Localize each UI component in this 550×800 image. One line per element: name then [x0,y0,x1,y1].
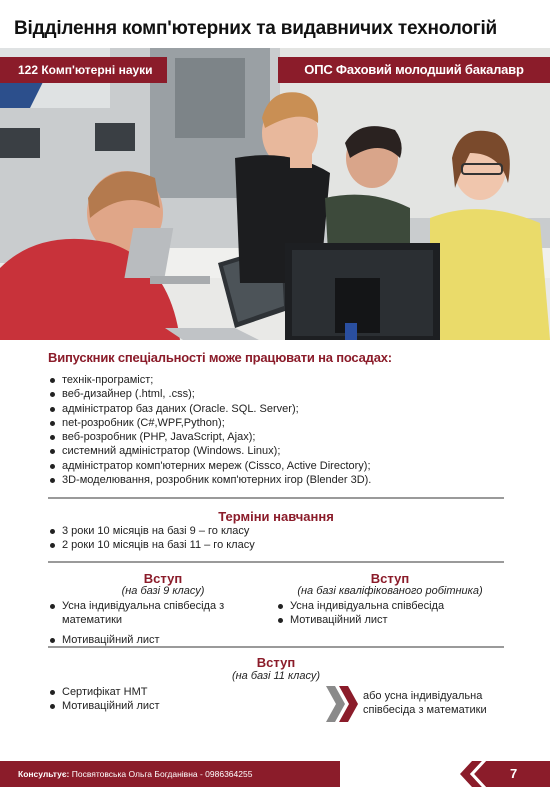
list-item: адміністратор баз даних (Oracle. SQL. Server); [48,402,371,416]
list-item: технік-програміст; [48,373,371,387]
footer-chevron-decoration [460,761,550,787]
list-item: Сертифікат НМТ [48,685,160,699]
list-item: веб-розробник (PHP, JavaScript, Ajax); [48,430,371,444]
terms-list [48,524,255,553]
specialty-tag: 122 Комп'ютерні науки [0,57,167,83]
footer-consultant [0,761,340,787]
positions-heading: Випускник спеціальності може працювати на посадах: [48,350,392,365]
terms-heading: Терміни навчання [218,509,334,524]
admission-9-subheading: (на базі 9 класу) [121,585,205,597]
list-item: 3D-моделювання, розробник комп'ютерних ігор (Blender 3D). [48,473,371,487]
list-item: 3 роки 10 місяців на базі 9 – го класу [48,524,255,538]
list-item: Мотиваційний лист [48,699,160,713]
list-item: Мотиваційний лист [48,633,248,647]
list-item: 2 роки 10 місяців на базі 11 – го класу [48,538,255,552]
page-number: 7 [510,766,518,781]
admission-worker-subheading: (на базі кваліфікованого робітника) [297,585,483,597]
list-item: системний адміністратор (Windows. Linux); [48,444,371,458]
divider [48,646,504,648]
students-at-computers-photo [0,48,550,340]
admission-11-alternative: або усна індивідуальна співбесіда з математики [363,690,487,716]
list-item: Усна індивідуальна співбесіда [276,599,444,613]
consult-label: Консультує: [18,769,70,779]
list-item: Усна індивідуальна співбесіда з математики [48,599,248,628]
list-item: Мотиваційний лист [276,613,444,627]
admission-11-heading: Вступ [256,655,296,670]
admission-11-subheading: (на базі 11 класу) [231,670,321,682]
degree-tag: ОПС Фаховий молодший бакалавр [278,57,550,83]
divider [48,497,504,499]
consult-text: Посвятовська Ольга Богданівна - 0986364255 [71,769,253,779]
page-title: Відділення комп'ютерних та видавничих технологій [14,18,498,39]
divider [48,561,504,563]
positions-list [48,373,371,487]
admission-worker-heading: Вступ [370,571,410,586]
admission-11-list [48,685,160,714]
list-item: веб-дизайнер (.html, .css); [48,387,371,401]
list-item: адміністратор комп'ютерних мереж (Cissco, Active Directory); [48,459,371,473]
admission-9-heading: Вступ [143,571,183,586]
list-item: net-розробник (C#,WPF,Python); [48,416,371,430]
double-chevron-right-icon [326,686,360,722]
admission-9-list [48,599,248,647]
admission-worker-list [276,599,444,628]
